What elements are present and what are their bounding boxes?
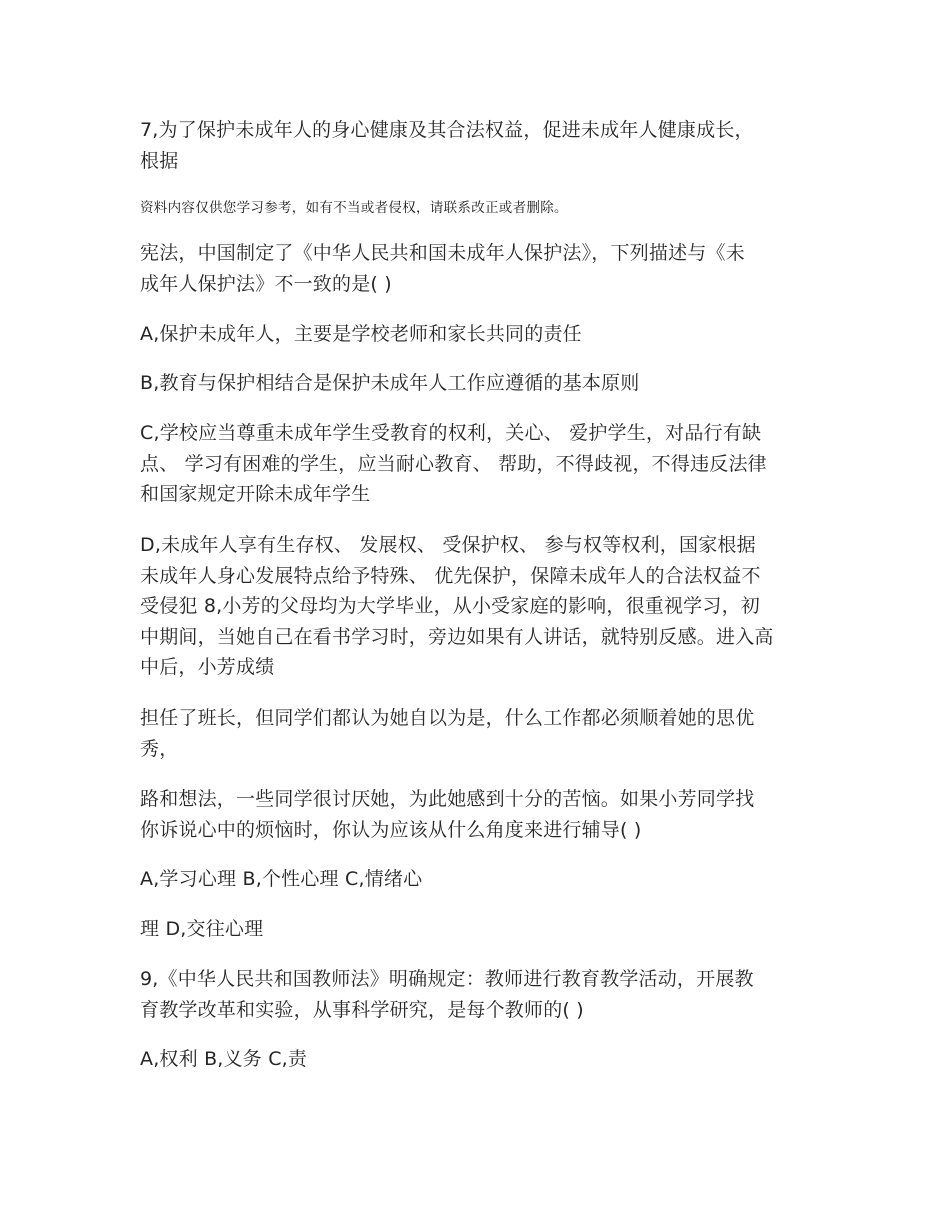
- text-line: 7,为了保护未成年人的身心健康及其合法权益，促进未成年人健康成长，: [140, 119, 754, 141]
- text-line: 中后，小芳成绩: [140, 656, 275, 678]
- text-line: D,未成年人享有生存权、 发展权、 受保护权、 参与权等权利，国家根据: [140, 534, 756, 556]
- text-line: 和国家规定开除未成年学生: [140, 483, 371, 505]
- text-line: 你诉说心中的烦恼时，你认为应该从什么角度来进行辅导( ): [140, 818, 642, 841]
- text-line: 根据: [140, 149, 179, 172]
- question-7-option-b: B,教育与保护相结合是保护未成年人工作应遵循的基本原则: [140, 372, 640, 394]
- text-line: C,学校应当尊重未成年学生受教育的权利，关心、 爱护学生，对品行有缺: [140, 422, 762, 444]
- question-8-options-part2: 理 D,交往心理: [140, 918, 264, 940]
- question-7-option-d: [140, 530, 820, 683]
- text-line: 9,《中华人民共和国教师法》明确规定：教师进行教育教学活动，开展教: [140, 968, 754, 990]
- text-line: 中期间，当她自己在看书学习时，旁边如果有人讲话，就特别反感。进入高: [140, 625, 774, 648]
- copyright-notice: 资料内容仅供您学习参考，如有不当或者侵权，请联系改正或者删除。: [140, 200, 568, 216]
- text-line: 育教学改革和实验，从事科学研究，是每个教师的( ): [140, 998, 584, 1021]
- question-9-options: A,权利 B,义务 C,责: [140, 1048, 308, 1070]
- question-7-option-c: [140, 418, 820, 510]
- question-8-stem-part2: [140, 784, 820, 845]
- text-line: 成年人保护法》不一致的是( ): [140, 272, 392, 295]
- question-8-stem-part1: [140, 703, 820, 764]
- question-9-stem: [140, 964, 820, 1025]
- text-line: 受侵犯 8,小芳的父母均为大学毕业，从小受家庭的影响，很重视学习，初: [140, 595, 760, 617]
- text-line: 担任了班长，但同学们都认为她自以为是，什么工作都必须顺着她的思优: [140, 707, 755, 729]
- text-line: 秀，: [140, 737, 179, 760]
- question-7-stem: [140, 115, 820, 176]
- question-7-stem-continued: [140, 238, 820, 299]
- question-8-options-part1: A,学习心理 B,个性心理 C,情绪心: [140, 868, 423, 890]
- text-line: 宪法，中国制定了《中华人民共和国未成年人保护法》，下列描述与《未: [140, 242, 745, 264]
- question-7-option-a: A,保护未成年人，主要是学校老师和家长共同的责任: [140, 323, 582, 345]
- text-line: 未成年人身心发展特点给予特殊、 优先保护，保障未成年人的合法权益不: [140, 564, 761, 587]
- text-line: 路和想法，一些同学很讨厌她，为此她感到十分的苦恼。如果小芳同学找: [140, 788, 755, 810]
- text-line: 点、 学习有困难的学生，应当耐心教育、 帮助，不得歧视，不得违反法律: [140, 452, 767, 475]
